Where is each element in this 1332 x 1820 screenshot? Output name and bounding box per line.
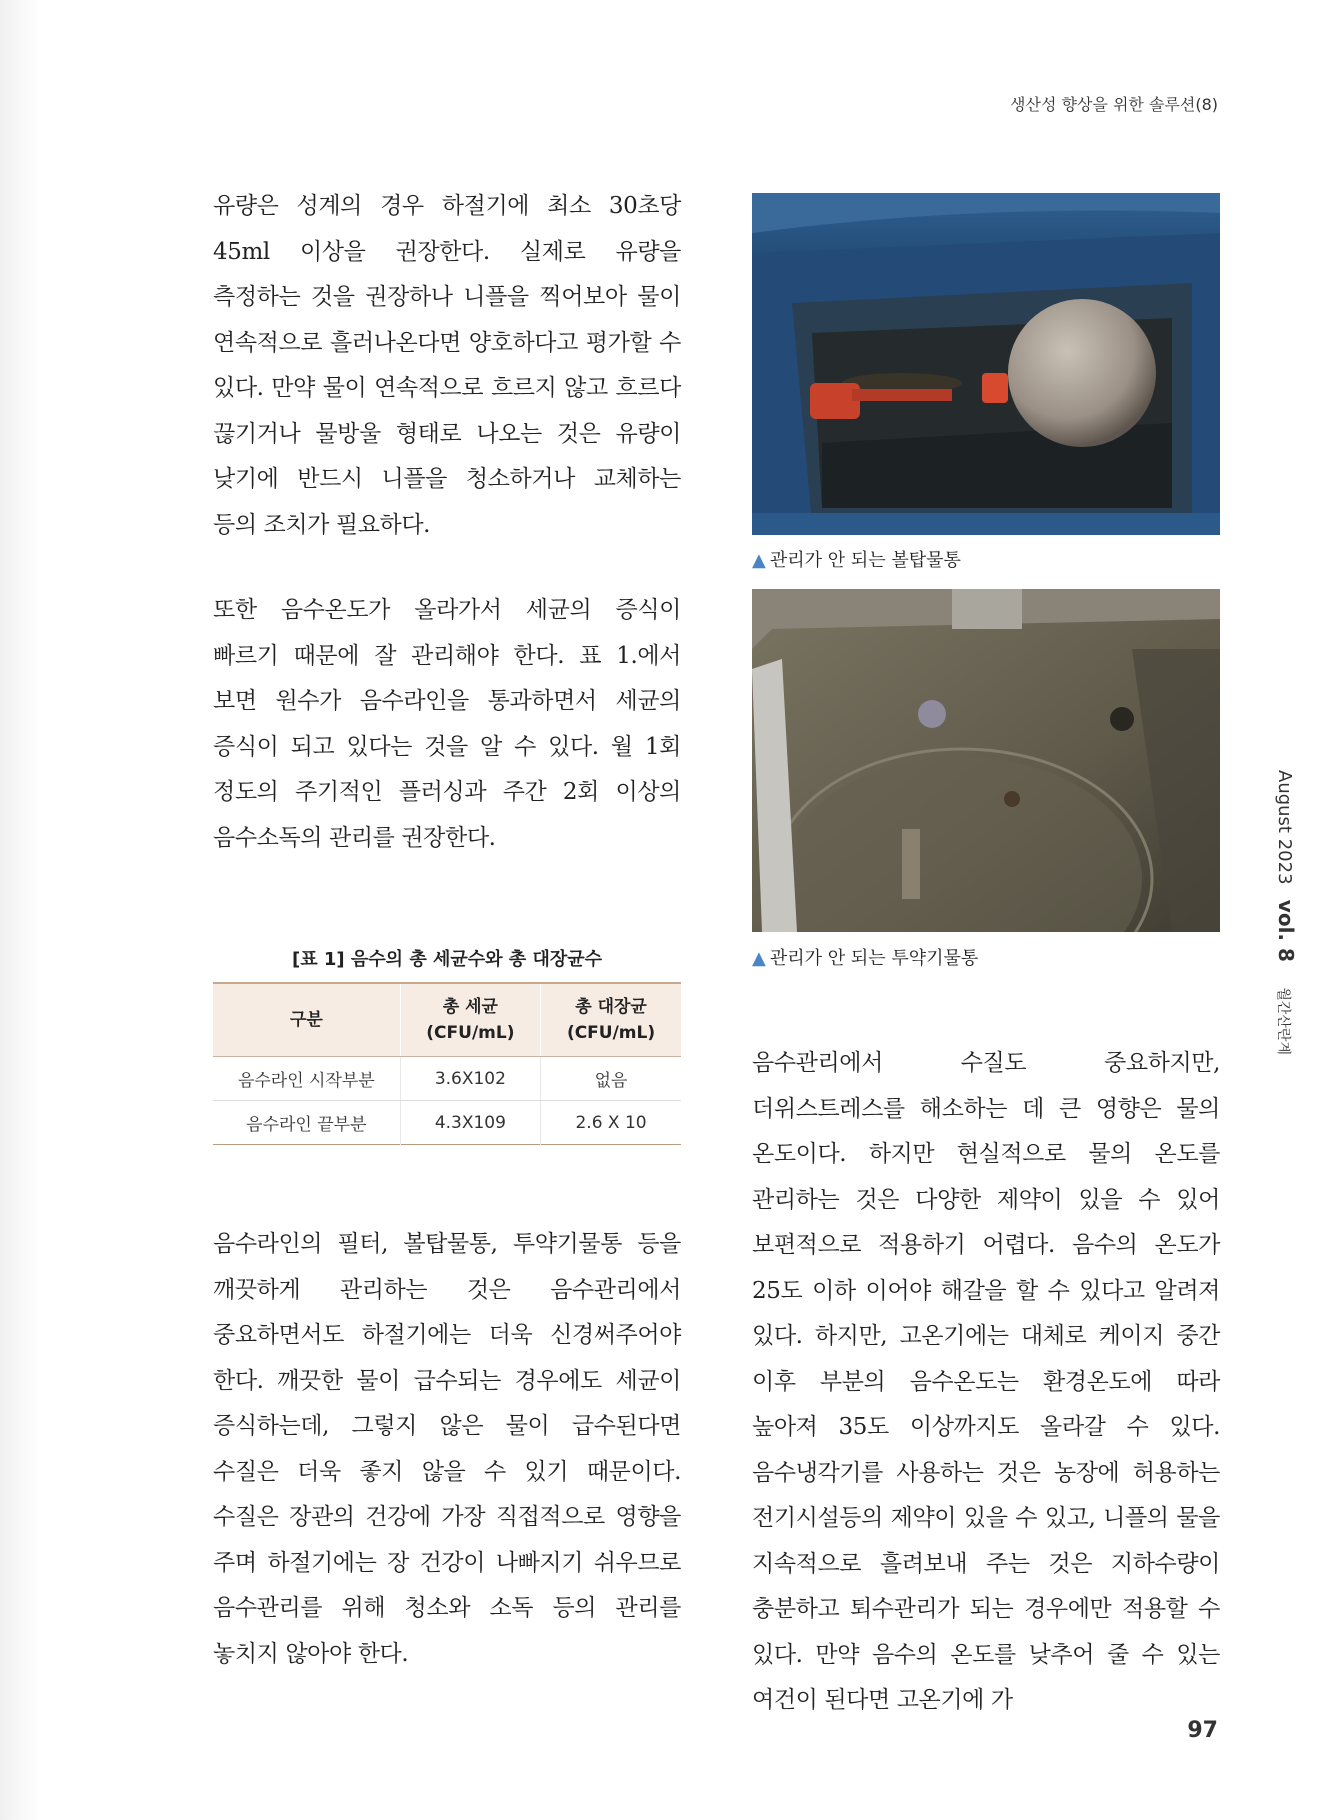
table-title: [표 1] 음수의 총 세균수와 총 대장균수 (291, 949, 602, 970)
table-header-total-bacteria (400, 983, 540, 1057)
table-cell: 3.6X102 (400, 1057, 540, 1101)
photo-balltap-tank (752, 193, 1220, 535)
figure-caption-2 (752, 944, 978, 970)
bacteria-count-table (213, 982, 681, 1145)
issue-date: August 2023 (1274, 770, 1295, 885)
paragraph-water-temperature-management: 음수관리에서 수질도 중요하지만, 더위스트레스를 해소하는 데 큰 영향은 물의 온도이다. 하지만 현실적으로 물의 온도를 관리하는 것은 다양한 제약이 있을 수 있어 보편적으로 적용하기 어렵다. 음수의 온도가 25도 이하 이어야 해갈을 할 수 있다고 알려져 있다. 하지만, 고온기에는 대체로 케이지 중간 이후 부분의 음수온도는 환경온도에 따라 높아져 35도 이상까지도 올라갈 수 있다. 음수냉각기를 사용하는 것은 농장에 허용하는 전기시설등의 제약이 있을 수 있고, 니플의 물을 지속적으로 흘려보내 주는 것은 지하수량이 충분하고 퇴수관리가 되는 경우에만 적용할 수 있다. 만약 음수의 온도를 낮추어 줄 수 있는 여건이 된다면 고온기에 가 (752, 1050, 1220, 1713)
photo-medicator-tank (752, 589, 1220, 932)
table-row (213, 1101, 681, 1145)
table-cell: 음수라인 시작부분 (213, 1057, 400, 1101)
table-header-total-coliform (541, 983, 681, 1057)
triangle-marker-icon: ▲ (752, 550, 766, 571)
header-unit: (CFU/mL) (566, 1023, 656, 1043)
table-cell: 2.6 X 10 (541, 1101, 681, 1145)
paragraph-cleaning: 음수라인의 필터, 볼탑물통, 투약기물통 등을 깨끗하게 관리하는 것은 음수관리에서 중요하면서도 하절기에는 더욱 신경써주어야 한다. 깨끗한 물이 급수되는 경우에도 세균이 증식하는데, 그렇지 않은 물이 급수된다면 수질은 더욱 좋지 않을 수 있기 때문이다. 수질은 장관의 건강에 가장 직접적으로 영향을 주며 하절기에는 장 건강이 나빠지기 쉬우므로 음수관리를 위해 청소와 소독 등의 관리를 놓치지 않아야 한다. (213, 1231, 681, 1667)
paragraph-water-temperature: 또한 음수온도가 올라가서 세균의 증식이 빠르기 때문에 잘 관리해야 한다. 표 1.에서 보면 원수가 음수라인을 통과하면서 세균의 증식이 되고 있다는 것을 알 수 있다. 월 1회 정도의 주기적인 플러싱과 주간 2회 이상의 음수소독의 관리를 권장한다. (213, 597, 681, 851)
figure-caption-1 (752, 546, 961, 572)
side-tab (1276, 770, 1306, 1190)
page-number: 97 (1187, 1718, 1218, 1743)
side-tab-text (1274, 770, 1298, 1055)
table-row (213, 1057, 681, 1101)
header-text: 총 대장균 (575, 997, 647, 1017)
issue-volume: vol. 8 (1274, 899, 1298, 962)
table-header-category (213, 983, 400, 1057)
table-cell: 4.3X109 (400, 1101, 540, 1145)
magazine-name: 월간산란계 (1275, 987, 1291, 1055)
header-unit: (CFU/mL) (426, 1023, 515, 1043)
medicator-tank-image (752, 589, 1220, 932)
table-cell: 없음 (541, 1057, 681, 1101)
header-text: 구분 (289, 1010, 323, 1030)
header-text: 총 세균 (442, 997, 498, 1017)
caption-text: 관리가 안 되는 볼탑물통 (769, 550, 961, 571)
binding-shadow (0, 0, 40, 1820)
paragraph-flow-rate: 유량은 성계의 경우 하절기에 최소 30초당 45ml 이상을 권장한다. 실제로 유량을 측정하는 것을 권장하나 니플을 찍어보아 물이 연속적으로 흘러나온다면 양호하다고 평가할 수 있다. 만약 물이 연속적으로 흐르지 않고 흐르다 끊기거나 물방울 형태로 나오는 것은 유량이 낮기에 반드시 니플을 청소하거나 교체하는 등의 조치가 필요하다. (213, 193, 681, 538)
table-cell: 음수라인 끝부분 (246, 1115, 367, 1135)
balltap-tank-image (752, 193, 1220, 535)
caption-text: 관리가 안 되는 투약기물통 (769, 948, 979, 969)
table-header-row (213, 983, 681, 1057)
running-head: 생산성 향상을 위한 솔루션(8) (1010, 95, 1218, 114)
triangle-marker-icon: ▲ (752, 948, 766, 969)
